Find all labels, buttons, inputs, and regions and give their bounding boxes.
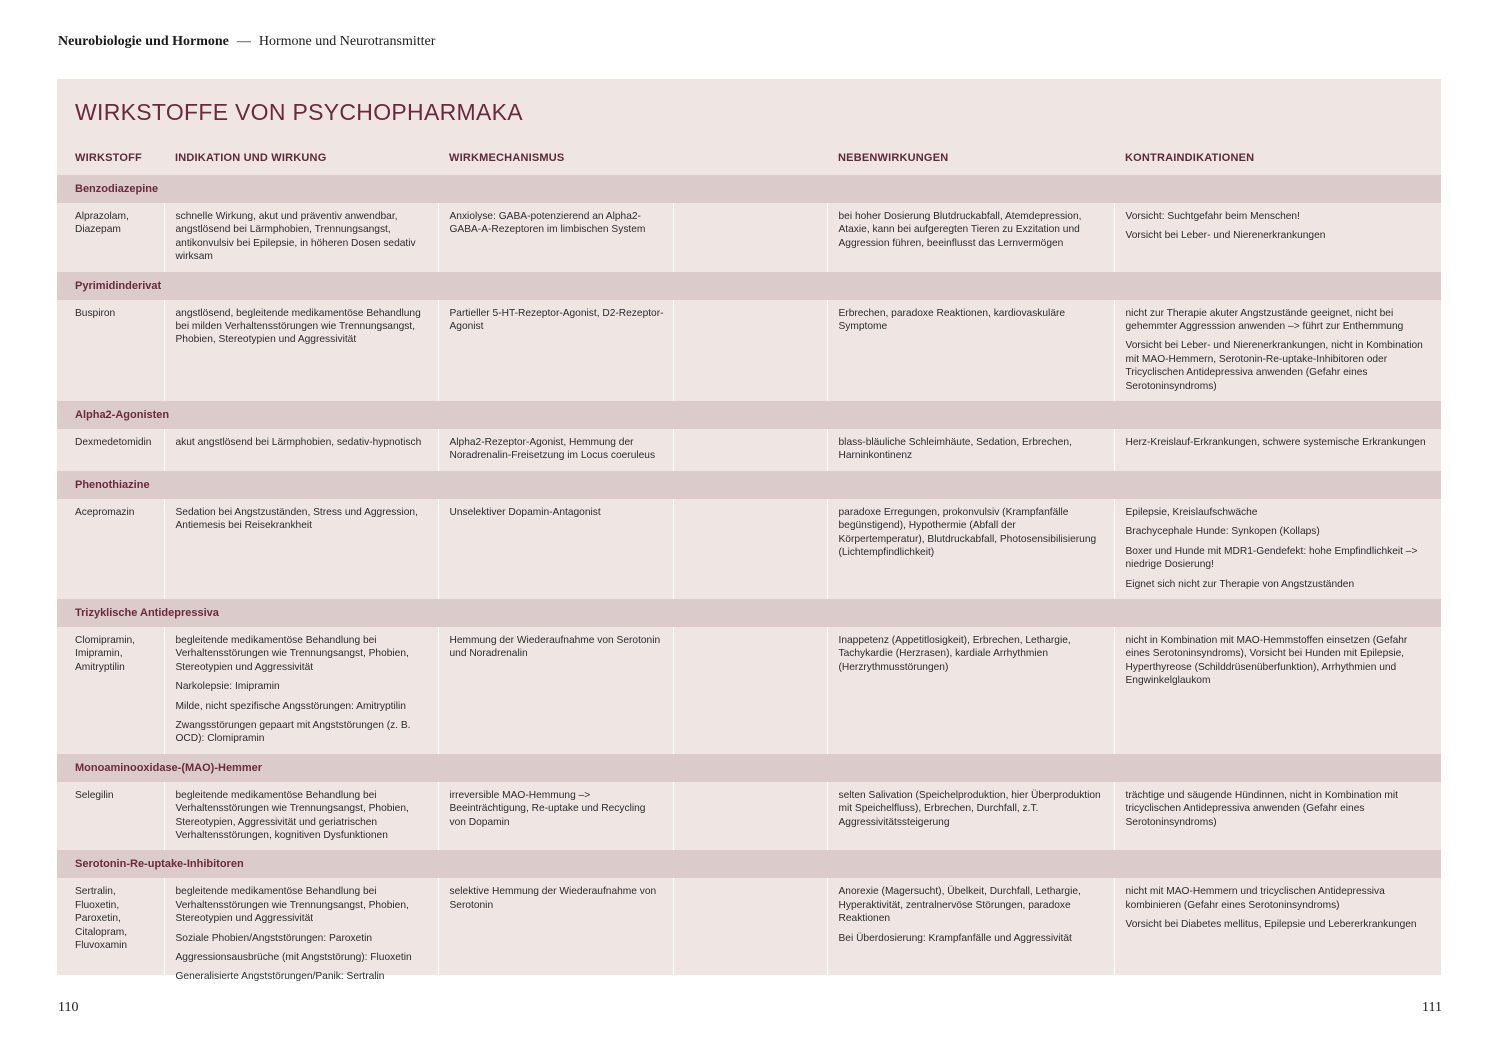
cell-wirkmechanismus-text: Anxiolyse: GABA-potenzierend an Alpha2-GABA-A-Rezeptoren im limbischen System — [449, 211, 646, 236]
running-head-dash: — — [236, 34, 251, 49]
cell-indikation — [164, 300, 438, 401]
cell-kontraindikationen-text: Vorsicht: Suchtgefahr beim Menschen! — [1125, 211, 1300, 222]
wirkstoff-text: Acepromazin — [75, 506, 135, 518]
cell-wirkmechanismus — [438, 203, 673, 272]
cell-wirkstoff — [57, 499, 164, 599]
wirkstoff-text: Buspiron — [75, 307, 116, 319]
cell-wirkmechanismus — [438, 782, 673, 851]
cell-wirkmechanismus — [438, 878, 673, 991]
table-row — [57, 499, 1441, 599]
category-label: Trizyklische Antidepressiva — [57, 599, 1441, 627]
category-row — [57, 272, 1441, 300]
cell-indikation-text: Soziale Phobien/Angststörungen: Paroxetin — [175, 932, 373, 944]
cell-nebenwirkungen — [827, 878, 1114, 991]
running-head — [58, 34, 435, 50]
cell-wirkmechanismus-text: Alpha2-Rezeptor-Agonist, Hemmung der Noradrenalin-Freisetzung im Locus coeruleus — [449, 437, 656, 462]
cell-kontraindikationen-text: nicht mit MAO-Hemmern und tricyclischen Antidepressiva kombinieren (Gefahr eines Serotoninsyndroms) — [1125, 886, 1385, 911]
cell-indikation-text: Narkolepsie: Imipramin — [175, 681, 280, 693]
cell-empty — [673, 300, 827, 401]
wirkstoff-text: Sertralin, Fluoxetin, Paroxetin, Citalopram, Fluvoxamin — [75, 886, 128, 951]
running-head-section: Neurobiologie und Hormone — [58, 34, 229, 49]
cell-indikation-text: Milde, nicht spezifische Angsstörungen: Amitryptilin — [175, 700, 406, 712]
table-row — [57, 203, 1441, 272]
cell-indikation-text: Zwangsstörungen gepaart mit Angststörungen (z. B. OCD): Clomipramin — [175, 719, 411, 745]
category-label: Pyrimidinderivat — [57, 272, 1441, 300]
wirkstoff-text: Clomipramin, Imipramin, Amitryptilin — [75, 634, 136, 673]
running-head-chapter: Hormone und Neurotransmitter — [258, 34, 436, 49]
cell-nebenwirkungen — [827, 627, 1114, 754]
category-label: Monoaminooxidase-(MAO)-Hemmer — [57, 754, 1441, 782]
cell-indikation — [164, 878, 438, 991]
cell-nebenwirkungen-text: paradoxe Erregungen, prokonvulsiv (Krampfanfälle begünstigend), Hypothermie (Abfall der Körpertemperatur), Blutdruckabfall, Photosensibilisierung (Lichtempfindlichkeit) — [838, 506, 1097, 559]
cell-wirkmechanismus — [438, 499, 673, 599]
cell-indikation-text: schnelle Wirkung, akut und präventiv anwendbar, angstlösend bei Lärmphobien, Trennungsangst, antikonvulsiv bei Epilepsie, in höheren Dosen sedativ wirksam — [175, 211, 416, 263]
category-label: Benzodiazepine — [57, 175, 1441, 203]
cell-wirkmechanismus-text: selektive Hemmung der Wiederaufnahme von Serotonin — [449, 886, 657, 911]
cell-kontraindikationen-text: Brachycephale Hunde: Synkopen (Kollaps) — [1125, 526, 1320, 538]
header-wirkmechanismus: WIRKMECHANISMUS — [449, 152, 565, 164]
header-wirkstoff: WIRKSTOFF — [75, 152, 142, 164]
page-number-left: 110 — [58, 1000, 79, 1015]
cell-kontraindikationen-text: Epilepsie, Kreislaufschwäche — [1125, 506, 1258, 518]
table-row — [57, 878, 1441, 991]
cell-kontraindikationen-text: Vorsicht bei Leber- und Nierenerkrankungen — [1125, 230, 1326, 242]
cell-wirkstoff — [57, 429, 164, 471]
cell-kontraindikationen-text: trächtige und säugende Hündinnen, nicht in Kombination mit tricyclischen Antidepressiva anwenden (Gefahr eines Serotoninsyndroms) — [1125, 789, 1398, 828]
header-indikation: INDIKATION UND WIRKUNG — [175, 152, 327, 164]
cell-wirkstoff — [57, 203, 164, 272]
wirkstoff-text: Dexmedetomidin — [75, 437, 152, 449]
cell-nebenwirkungen — [827, 300, 1114, 401]
wirkstoff-text: Selegilin — [75, 789, 114, 801]
cell-wirkmechanismus — [438, 429, 673, 471]
page-title: WIRKSTOFFE VON PSYCHOPHARMAKA — [75, 99, 523, 125]
cell-wirkmechanismus-text: Unselektiver Dopamin-Antagonist — [449, 506, 601, 518]
cell-kontraindikationen-text: Vorsicht bei Leber- und Nierenerkrankungen, nicht in Kombination mit MAO-Hemmern, Serotonin-Re-uptake-Inhibitoren oder Tricyclischen Antidepressiva anwenden (Gefahr eines Serotoninsyndroms) — [1125, 340, 1423, 392]
cell-indikation — [164, 627, 438, 754]
cell-kontraindikationen-text: Eignet sich nicht zur Therapie von Angstzuständen — [1125, 578, 1355, 590]
cell-kontraindikationen — [1114, 429, 1441, 471]
cell-empty — [673, 429, 827, 471]
wirkstoff-text: Alprazolam, Diazepam — [75, 211, 129, 236]
cell-nebenwirkungen — [827, 782, 1114, 851]
cell-nebenwirkungen-text: bei hoher Dosierung Blutdruckabfall, Atemdepression, Ataxie, kann bei aufgeregten Tieren zu Exzitation und Aggression führen, beeinflusst das Lernvermögen — [838, 211, 1082, 249]
table-row — [57, 627, 1441, 754]
table-row — [57, 300, 1441, 401]
cell-kontraindikationen — [1114, 627, 1441, 754]
cell-indikation-text: Generalisierte Angststörungen/Panik: Sertralin — [175, 971, 385, 983]
cell-indikation — [164, 499, 438, 599]
cell-nebenwirkungen-text: Erbrechen, paradoxe Reaktionen, kardiovaskuläre Symptome — [838, 307, 1066, 333]
table-row — [57, 782, 1441, 851]
table-panel — [57, 79, 1441, 983]
cell-wirkmechanismus — [438, 300, 673, 401]
cell-wirkstoff — [57, 627, 164, 754]
cell-indikation-text: begleitende medikamentöse Behandlung bei Verhaltensstörungen wie Trennungsangst, Phobien, Stereotypien und Aggressivität — [175, 886, 409, 925]
cell-nebenwirkungen-text: selten Salivation (Speichelproduktion, hier Überproduktion mit Speichelfluss), Erbrechen, Durchfall, z.T. Aggressivitätssteigerung — [838, 789, 1101, 828]
category-label: Phenothiazine — [57, 471, 1441, 499]
cell-empty — [673, 782, 827, 851]
cell-wirkstoff — [57, 300, 164, 401]
cell-kontraindikationen — [1114, 782, 1441, 851]
cell-wirkmechanismus — [438, 627, 673, 754]
table-body — [57, 175, 1441, 992]
category-row — [57, 850, 1441, 878]
cell-wirkmechanismus-text: irreversible MAO-Hemmung –> Beeinträchtigung, Re-uptake und Recycling von Dopamin — [449, 789, 646, 828]
cell-nebenwirkungen-text: blass-bläuliche Schleimhäute, Sedation, Erbrechen, Harninkontinenz — [838, 437, 1072, 462]
drug-table — [57, 141, 1441, 992]
cell-wirkstoff — [57, 878, 164, 991]
category-row — [57, 175, 1441, 203]
cell-indikation-text: angstlösend, begleitende medikamentöse Behandlung bei milden Verhaltensstörungen wie Trennungsangst, Phobien, Stereotypien und Aggressivität — [175, 307, 421, 346]
cell-empty — [673, 499, 827, 599]
cell-indikation-text: begleitende medikamentöse Behandlung bei Verhaltensstörungen wie Trennungsangst, Phobien, Stereotypien, Aggressivität und geriatrischen Verhaltensstörungen, kognitiven Dysfunktionen — [175, 789, 409, 841]
cell-wirkstoff — [57, 782, 164, 851]
cell-wirkmechanismus-text: Partieller 5-HT-Rezeptor-Agonist, D2-Rezeptor-Agonist — [449, 307, 664, 333]
cell-indikation — [164, 782, 438, 851]
cell-indikation-text: Sedation bei Angstzuständen, Stress und Aggression, Antiemesis bei Reisekrankheit — [175, 506, 418, 532]
category-label: Serotonin-Re-uptake-Inhibitoren — [57, 850, 1441, 878]
category-row — [57, 754, 1441, 782]
cell-nebenwirkungen — [827, 203, 1114, 272]
cell-indikation-text: akut angstlösend bei Lärmphobien, sedativ-hypnotisch — [175, 437, 422, 449]
cell-nebenwirkungen — [827, 429, 1114, 471]
cell-indikation — [164, 429, 438, 471]
category-row — [57, 599, 1441, 627]
cell-kontraindikationen-text: Herz-Kreislauf-Erkrankungen, schwere systemische Erkrankungen — [1125, 437, 1426, 449]
cell-indikation-text: Aggressionsausbrüche (mit Angststörung): Fluoxetin — [175, 952, 412, 963]
table-row — [57, 429, 1441, 471]
header-kontraindikationen: KONTRAINDIKATIONEN — [1125, 152, 1255, 164]
cell-empty — [673, 203, 827, 272]
cell-kontraindikationen — [1114, 878, 1441, 991]
page-number-right: 111 — [1422, 1000, 1442, 1015]
cell-indikation-text: begleitende medikamentöse Behandlung bei Verhaltensstörungen wie Trennungsangst, Phobien, Stereotypien und Aggressivität — [175, 634, 409, 673]
cell-empty — [673, 627, 827, 754]
cell-indikation — [164, 203, 438, 272]
cell-kontraindikationen-text: Boxer und Hunde mit MDR1-Gendefekt: hohe Empfindlichkeit –> niedrige Dosierung! — [1125, 545, 1418, 571]
category-row — [57, 401, 1441, 429]
cell-empty — [673, 878, 827, 991]
cell-nebenwirkungen-text: Bei Überdosierung: Krampfanfälle und Aggressivität — [838, 932, 1072, 944]
category-row — [57, 471, 1441, 499]
category-label: Alpha2-Agonisten — [57, 401, 1441, 429]
cell-nebenwirkungen — [827, 499, 1114, 599]
cell-kontraindikationen — [1114, 300, 1441, 401]
cell-nebenwirkungen-text: Inappetenz (Appetitlosigkeit), Erbrechen, Lethargie, Tachykardie (Herzrasen), kardiale Arrhythmien (Herzrythmusstörungen) — [838, 634, 1071, 673]
table-header-row — [57, 141, 1441, 175]
cell-wirkmechanismus-text: Hemmung der Wiederaufnahme von Serotonin und Noradrenalin — [449, 634, 661, 660]
cell-kontraindikationen — [1114, 499, 1441, 599]
cell-nebenwirkungen-text: Anorexie (Magersucht), Übelkeit, Durchfall, Lethargie, Hyperaktivität, zentralnervöse Störungen, paradoxe Reaktionen — [838, 886, 1081, 925]
cell-kontraindikationen-text: Vorsicht bei Diabetes mellitus, Epilepsie und Lebererkrankungen — [1125, 919, 1417, 931]
cell-kontraindikationen — [1114, 203, 1441, 272]
cell-kontraindikationen-text: nicht zur Therapie akuter Angstzustände geeignet, nicht bei gehemmter Aggresssion anwenden –> führt zur Enthemmung — [1125, 307, 1404, 333]
cell-kontraindikationen-text: nicht in Kombination mit MAO-Hemmstoffen einsetzen (Gefahr eines Serotoninsyndroms), Vorsicht bei Hunden mit Epilepsie, Hyperthyreose (Schilddrüsenüberfunktion), Arrhythmien und Engwinkelglaukom — [1125, 634, 1408, 687]
header-nebenwirkungen: NEBENWIRKUNGEN — [838, 152, 949, 164]
